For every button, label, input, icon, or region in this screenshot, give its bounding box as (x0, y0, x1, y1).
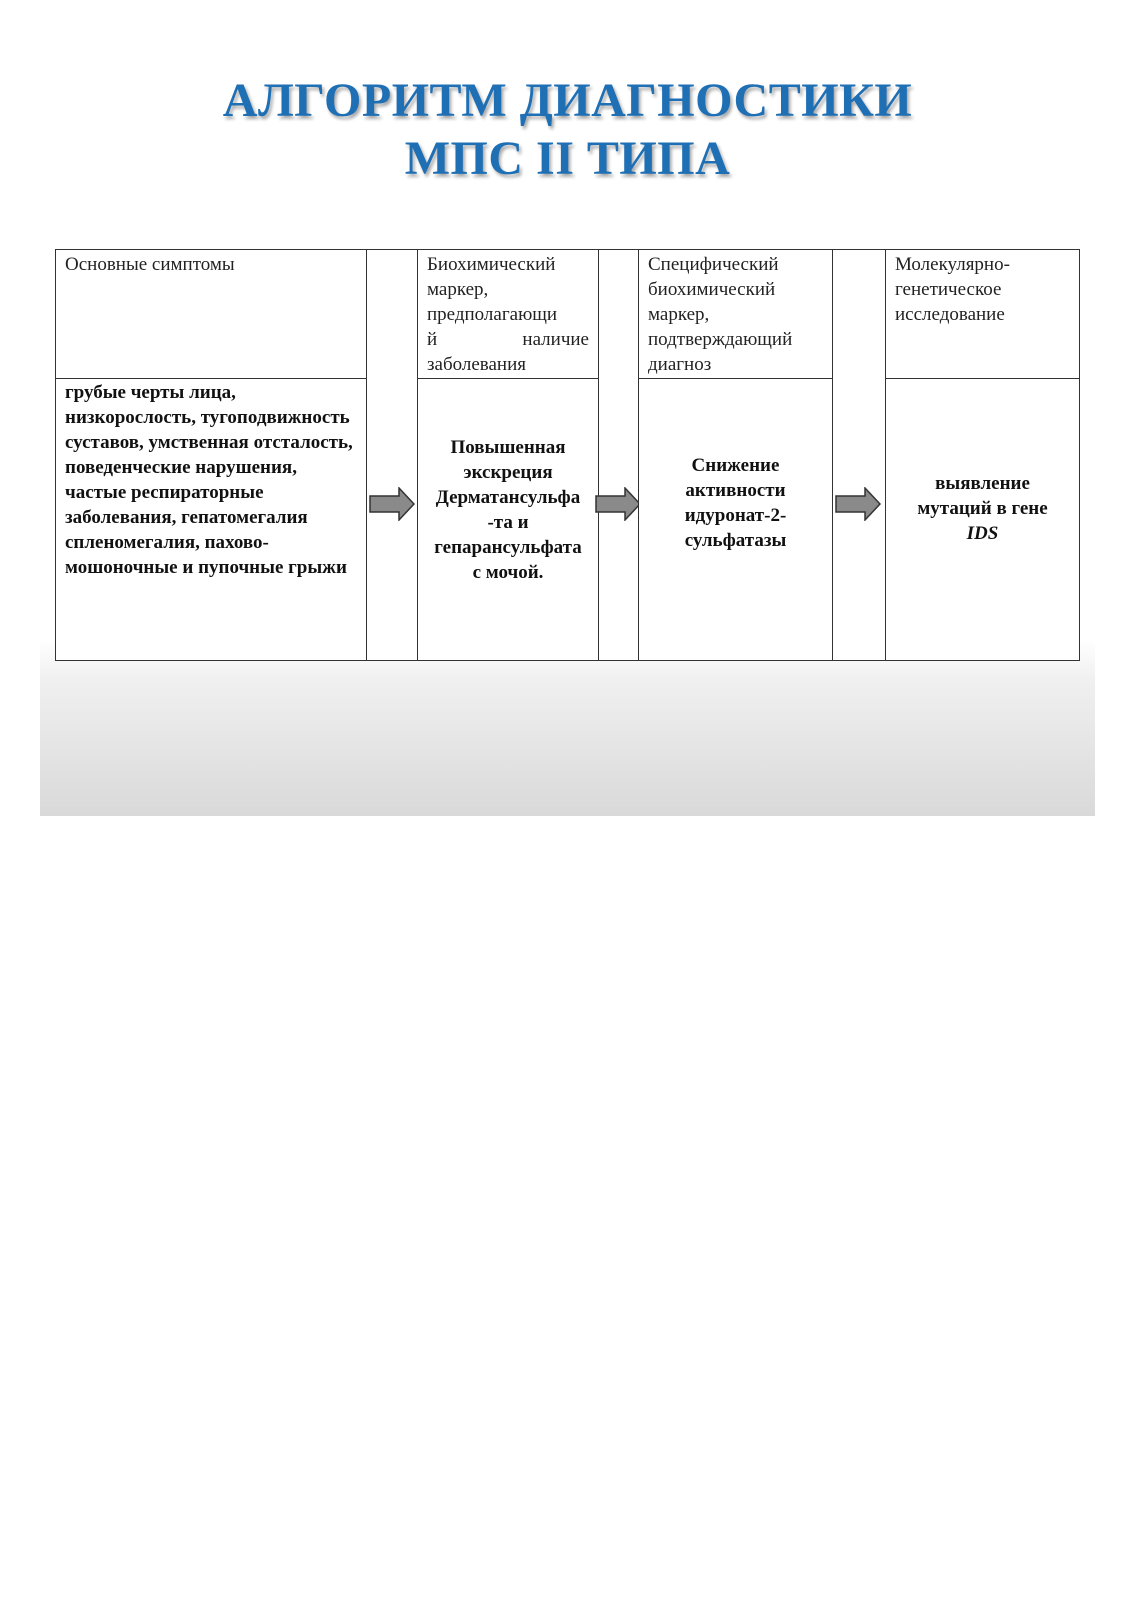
content-line: активности (685, 480, 786, 501)
biochemical-marker-content (418, 380, 598, 660)
header-line: маркер, (648, 304, 710, 325)
specific-marker-content (639, 380, 832, 660)
header-line: Молекулярно- (895, 254, 1010, 275)
symptoms-header: Основные симптомы (65, 254, 235, 275)
header-line: предполагающи (427, 304, 558, 325)
diagnostic-flowchart (55, 249, 1092, 661)
molecular-genetic-box (885, 249, 1080, 661)
content-line: Снижение (691, 455, 780, 476)
header-line: Специфический (648, 254, 779, 275)
header-line: диагноз (648, 354, 712, 375)
header-line: Биохимический (427, 254, 556, 275)
molecular-genetic-header (886, 250, 1079, 378)
content-line: идуронат-2- (684, 505, 787, 526)
slide-title (40, 72, 1095, 188)
content-line: гепарансульфата (434, 537, 582, 558)
header-line: исследование (895, 304, 1005, 325)
arrow-right-icon (369, 487, 415, 521)
header-line: генетическое (895, 279, 1002, 300)
symptoms-content: грубые черты лица, низкорослость, тугоподвижность суставов, умственная отсталость, поведенческие нарушения, частые респираторные заболевания, гепатомегалия спленомегалия, пахово-мошоночные и пупочные грыжи (65, 382, 353, 578)
divider (886, 378, 1079, 379)
slide (40, 40, 1095, 816)
header-line: заболевания (427, 354, 526, 375)
biochemical-marker-header (418, 250, 598, 378)
content-line: Повышенная (450, 437, 566, 458)
arrow-right-icon (595, 487, 641, 521)
connector-strip (832, 249, 886, 661)
molecular-genetic-content (886, 380, 1079, 660)
content-line: с мочой. (472, 562, 544, 583)
content-line: выявление (935, 472, 1030, 494)
specific-marker-box (638, 249, 833, 661)
header-line: маркер, (427, 279, 489, 300)
specific-marker-header (639, 250, 832, 378)
divider (639, 378, 832, 379)
divider (56, 378, 366, 379)
title-line-1: АЛГОРИТМ ДИАГНОСТИКИ (222, 74, 913, 127)
connector-strip (366, 249, 418, 661)
divider (418, 378, 598, 379)
content-line: Дерматансульфа (435, 487, 581, 508)
content-line: мутаций в гене (917, 497, 1048, 519)
header-line: подтверждающий (648, 329, 793, 350)
arrow-right-icon (835, 487, 881, 521)
content-line: -та и (487, 512, 529, 533)
gene-name: IDS (966, 522, 999, 544)
content-line: сульфатазы (684, 530, 787, 551)
header-line: биохимический (648, 279, 776, 300)
header-line: й наличие (427, 329, 589, 350)
biochemical-marker-box (417, 249, 599, 661)
title-line-2: МПС II ТИПА (404, 132, 731, 185)
content-line: экскреция (463, 462, 553, 483)
symptoms-box (55, 249, 367, 661)
connector-strip (598, 249, 639, 661)
